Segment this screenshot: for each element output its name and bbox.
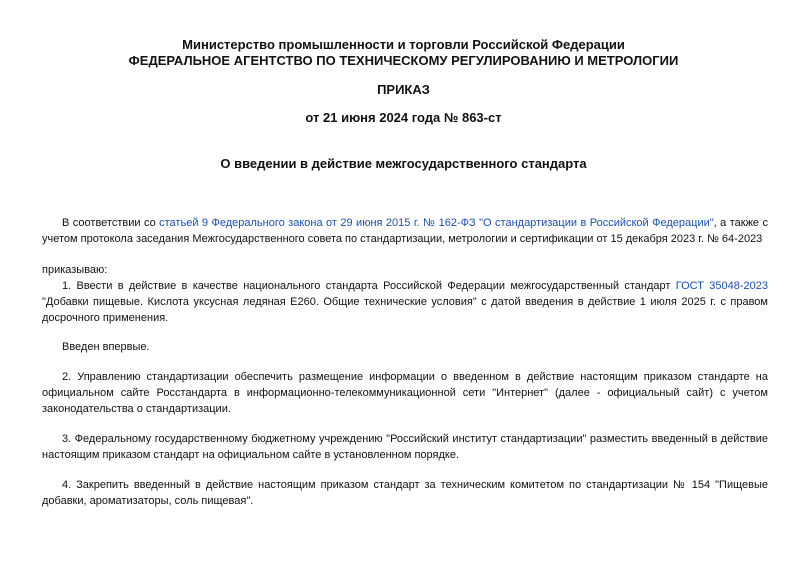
item-3-paragraph: 3. Федеральному государственному бюджетному учреждению "Российский институт стандартизации" разместить введенный в действие настоящим приказом стандарт на официальном сайте в установленном порядке. [42, 433, 768, 461]
item-4-paragraph: 4. Закрепить введенный в действие настоящим приказом стандарт за техническим комитетом по стандартизации № 154 "Пищевые добавки, ароматизаторы, соль пищевая". [42, 479, 768, 507]
federal-law-link[interactable]: статьей 9 Федерального закона от 29 июня 2015 г. № 162-ФЗ "О стандартизации в Российской Федерации" [159, 217, 714, 229]
item-1-end: "Добавки пищевые. Кислота уксусная ледяная Е260. Общие технические условия" с датой введения в действие 1 июля 2025 г. с правом досрочного применения. [42, 296, 768, 324]
item-2-paragraph: 2. Управлению стандартизации обеспечить размещение информации о введенном в действие настоящим приказом стандарте на официальном сайте Росстандарта в информационно-телекоммуникационной сети "Интернет" (далее - официальный сайт) с учетом законодательства о стандартизации. [42, 371, 768, 415]
gost-link[interactable]: ГОСТ 35048-2023 [675, 280, 768, 292]
preamble-end: , а также с учетом протокола заседания Межгосударственного совета по стандартизации, метрологии и сертификации от 15 декабря 2023 г. № 64-2023 [42, 217, 768, 245]
introduced-first-time: Введен впервые. [62, 341, 150, 353]
item-1-paragraph [42, 278, 768, 326]
preamble-start: В соответствии со [62, 217, 160, 229]
preamble-paragraph [42, 215, 768, 247]
document-title: О введении в действие межгосударственного стандарта [220, 156, 587, 171]
document-date-number: от 21 июня 2024 года № 863-ст [305, 110, 502, 125]
document-type: ПРИКАЗ [377, 82, 430, 97]
order-word: приказываю: [42, 264, 108, 276]
ministry-name: Министерство промышленности и торговли Российской Федерации [182, 37, 625, 52]
item-1-start: 1. Ввести в действие в качестве национального стандарта Российской Федерации межгосударственный стандарт [62, 280, 676, 292]
agency-name: ФЕДЕРАЛЬНОЕ АГЕНТСТВО ПО ТЕХНИЧЕСКОМУ РЕГУЛИРОВАНИЮ И МЕТРОЛОГИИ [128, 53, 679, 68]
